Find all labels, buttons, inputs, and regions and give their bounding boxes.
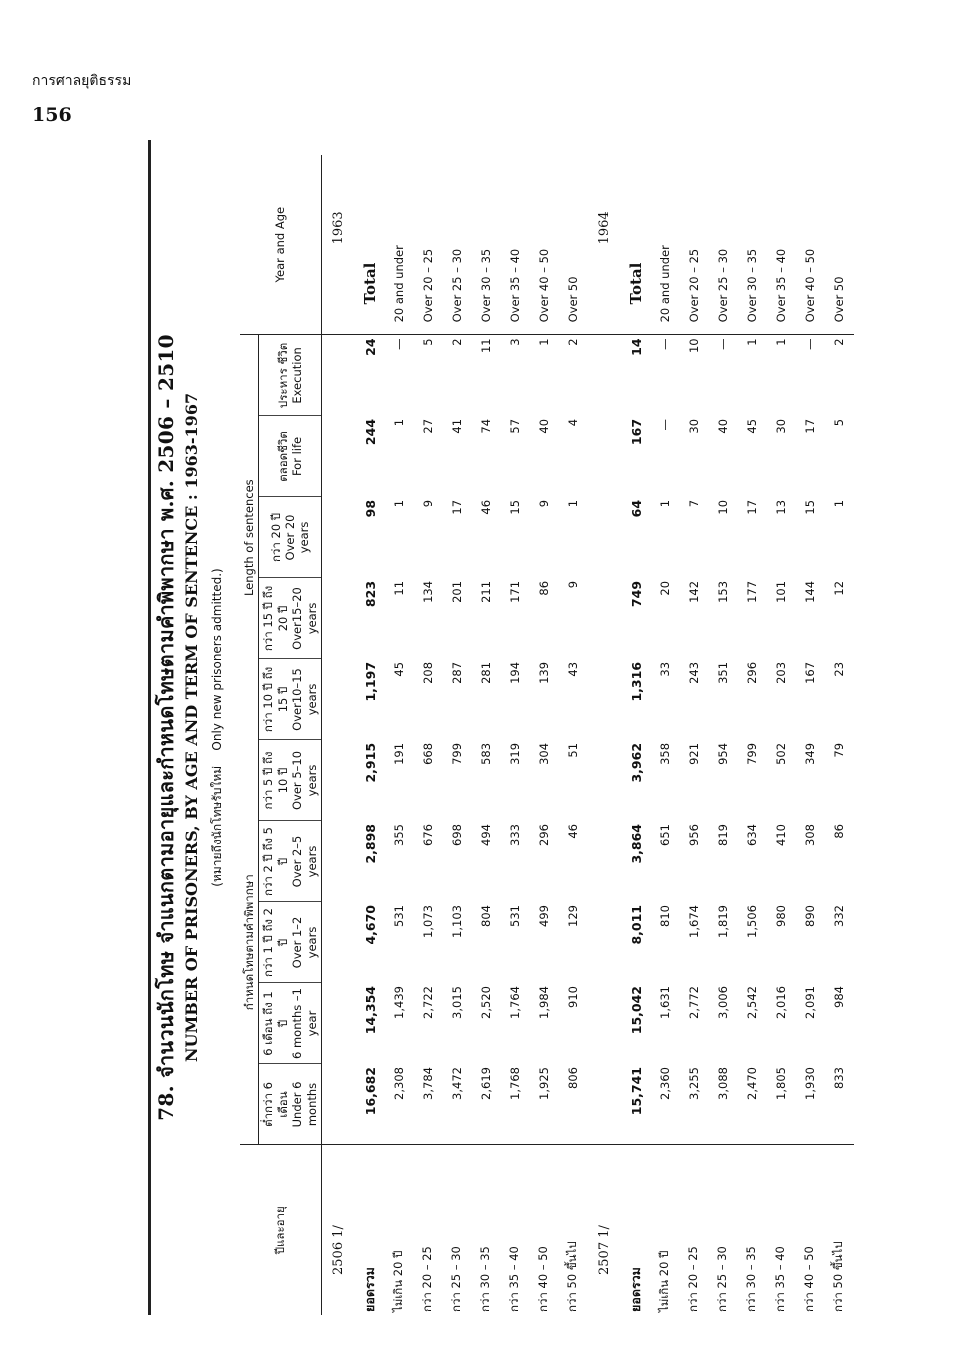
data-cell: 1,764 bbox=[508, 986, 523, 1019]
total-cell: 16,682 bbox=[356, 1064, 385, 1145]
data-cell: 46 bbox=[566, 824, 581, 839]
data-cell: 2,360 bbox=[651, 1064, 680, 1145]
data-cell: 410 bbox=[774, 824, 789, 846]
data-cell: 349 bbox=[803, 742, 818, 765]
data-cell: 3,784 bbox=[414, 1064, 443, 1145]
column-header bbox=[259, 578, 322, 659]
data-cell: 30 bbox=[774, 418, 789, 434]
data-cell: 40 bbox=[537, 418, 552, 434]
data-cell: 1,984 bbox=[537, 986, 552, 1019]
data-cell: 101 bbox=[774, 580, 789, 603]
column-header-english: For life bbox=[290, 436, 305, 477]
data-cell: 1,768 bbox=[501, 1064, 530, 1145]
column-header bbox=[259, 1064, 322, 1145]
data-cell: 531 bbox=[392, 905, 407, 927]
data-cell: 494 bbox=[479, 824, 494, 846]
data-cell: 153 bbox=[716, 580, 731, 603]
data-cell: — bbox=[716, 338, 731, 350]
data-cell: 12 bbox=[832, 580, 847, 596]
data-cell: 203 bbox=[774, 661, 789, 684]
data-cell: 9 bbox=[537, 499, 552, 508]
data-cell: 799 bbox=[745, 742, 760, 765]
table-row bbox=[414, 155, 443, 1315]
table-row bbox=[680, 155, 709, 1315]
data-cell: 1 bbox=[392, 418, 407, 427]
table-row bbox=[767, 155, 796, 1315]
column-header-english: Over 1–2 years bbox=[290, 916, 319, 969]
data-cell: 1 bbox=[745, 338, 760, 346]
title-english: NUMBER OF PRISONERS, BY AGE AND TERM OF SENTENCE : 1963-1967 bbox=[182, 392, 201, 1063]
group-header-thai: กำหนดโทษตามคำพิพากษา bbox=[240, 740, 259, 1145]
age-label-english: Over 35 – 40 bbox=[767, 155, 796, 335]
data-cell: 208 bbox=[421, 661, 436, 684]
data-cell: 134 bbox=[421, 580, 436, 603]
column-header bbox=[259, 902, 322, 983]
header-group-row bbox=[240, 155, 259, 1315]
data-cell: 1 bbox=[566, 499, 581, 508]
year-age-english-header: Year and Age bbox=[240, 155, 321, 335]
data-cell: 890 bbox=[803, 905, 818, 927]
age-label-english: Over 50 bbox=[825, 155, 854, 335]
total-cell: 3,864 bbox=[628, 824, 644, 864]
age-label-english: Over 35 – 40 bbox=[501, 155, 530, 335]
data-cell: 799 bbox=[450, 742, 465, 765]
total-cell: 14 bbox=[628, 338, 644, 356]
year-label-thai: 2506 1/ bbox=[331, 1225, 347, 1275]
data-cell: 1,674 bbox=[687, 905, 702, 938]
column-header-english: Over15–20 years bbox=[290, 587, 319, 650]
data-cell: 10 bbox=[716, 499, 731, 515]
table-row bbox=[796, 155, 825, 1315]
year-row bbox=[588, 155, 622, 1315]
data-cell: 296 bbox=[537, 824, 552, 846]
data-cell: 57 bbox=[508, 418, 523, 434]
data-cell: 1,439 bbox=[392, 986, 407, 1019]
subtitle-english: Only new prisoners admitted.) bbox=[210, 568, 224, 751]
column-header bbox=[259, 659, 322, 740]
data-cell: 11 bbox=[479, 338, 494, 354]
prisoners-table bbox=[240, 155, 854, 1315]
data-cell: 2 bbox=[450, 338, 465, 346]
data-cell: 1 bbox=[774, 338, 789, 346]
data-cell: 46 bbox=[479, 499, 494, 515]
total-cell: 64 bbox=[628, 499, 644, 518]
data-cell: 3,015 bbox=[450, 986, 465, 1019]
group-header-english: Length of sentences bbox=[240, 335, 259, 740]
total-cell: 244 bbox=[362, 418, 378, 446]
data-cell: 3,255 bbox=[680, 1064, 709, 1145]
total-cell: 167 bbox=[628, 418, 644, 446]
data-cell: 45 bbox=[745, 418, 760, 434]
age-label-english: Over 40 – 50 bbox=[796, 155, 825, 335]
data-cell: 308 bbox=[803, 824, 818, 846]
data-cell: 17 bbox=[803, 418, 818, 434]
data-cell: 1 bbox=[832, 499, 847, 508]
data-cell: 531 bbox=[508, 905, 523, 927]
age-label-thai: กว่า 30 – 35 bbox=[744, 1246, 759, 1312]
age-label-thai: กว่า 20 – 25 bbox=[686, 1246, 701, 1312]
data-cell: 980 bbox=[774, 905, 789, 927]
data-cell: 502 bbox=[774, 742, 789, 765]
age-label-thai: ไม่เกิน 20 ปี bbox=[391, 1250, 406, 1312]
subtitle-thai: (หมายถึงนักโทษรับใหม่ bbox=[210, 765, 224, 887]
age-label-english: Over 30 – 35 bbox=[738, 155, 767, 335]
data-cell: 956 bbox=[687, 824, 702, 846]
total-cell: 4,670 bbox=[362, 905, 378, 945]
data-cell: 804 bbox=[479, 905, 494, 927]
data-cell: 177 bbox=[745, 580, 760, 603]
age-label-english: Over 50 bbox=[559, 155, 588, 335]
total-label-english: Total bbox=[356, 155, 385, 335]
data-cell: 2,016 bbox=[774, 986, 789, 1019]
data-cell: 9 bbox=[421, 499, 436, 508]
title-thai: 78. จำนวนนักโทษ จำแนกตามอายุและกำหนดโทษตามคำพิพากษา พ.ศ. 2506 – 2510 bbox=[154, 334, 178, 1121]
data-cell: 2,619 bbox=[472, 1064, 501, 1145]
column-header-thai: กว่า 2 ปี ถึง 5 ปี bbox=[261, 827, 290, 897]
age-label-english: 20 and under bbox=[385, 155, 414, 335]
data-cell: 2,542 bbox=[745, 986, 760, 1019]
total-cell: 15,042 bbox=[628, 986, 644, 1035]
rotated-table-page bbox=[150, 140, 910, 1315]
table-row bbox=[443, 155, 472, 1315]
data-cell: 144 bbox=[803, 580, 818, 603]
data-cell: 2,520 bbox=[479, 986, 494, 1019]
data-cell: 1 bbox=[537, 338, 552, 346]
data-cell: 10 bbox=[687, 338, 702, 354]
age-label-english: Over 25 – 30 bbox=[443, 155, 472, 335]
data-cell: 4 bbox=[566, 418, 581, 427]
total-cell: 749 bbox=[628, 580, 644, 608]
table-row bbox=[559, 155, 588, 1315]
age-label-thai: กว่า 35 – 40 bbox=[773, 1246, 788, 1312]
column-header-thai: กว่า 1 ปี ถึง 2 ปี bbox=[261, 908, 290, 978]
data-cell: 651 bbox=[658, 824, 673, 846]
data-cell: 3,088 bbox=[709, 1064, 738, 1145]
data-cell: 819 bbox=[716, 824, 731, 846]
total-label-english: Total bbox=[622, 155, 651, 335]
data-cell: 3 bbox=[508, 338, 523, 346]
total-cell: 1,197 bbox=[362, 661, 378, 702]
column-header-thai: 6 เดือน ถึง 1 ปี bbox=[261, 991, 290, 1056]
data-cell: 194 bbox=[508, 661, 523, 684]
data-cell: 40 bbox=[716, 418, 731, 434]
age-label-english: Over 25 – 30 bbox=[709, 155, 738, 335]
data-cell: 5 bbox=[421, 338, 436, 346]
year-label-thai: 2507 1/ bbox=[597, 1225, 613, 1275]
data-cell: 1,506 bbox=[745, 905, 760, 938]
column-header-english: Over10–15 years bbox=[290, 668, 319, 731]
data-cell: 139 bbox=[537, 661, 552, 684]
data-cell: 2,470 bbox=[738, 1064, 767, 1145]
table-row bbox=[501, 155, 530, 1315]
data-cell: 287 bbox=[450, 661, 465, 684]
data-cell: 281 bbox=[479, 661, 494, 684]
age-label-thai: กว่า 50 ขึ้นไป bbox=[565, 1241, 580, 1312]
age-label-thai: กว่า 25 – 30 bbox=[715, 1246, 730, 1312]
data-cell: 79 bbox=[832, 742, 847, 758]
column-header-english: Over 20 years bbox=[282, 514, 312, 561]
data-cell: 129 bbox=[566, 905, 581, 927]
data-cell: 2 bbox=[566, 338, 581, 346]
data-cell: 2 bbox=[832, 338, 847, 346]
age-label-english: 20 and under bbox=[651, 155, 680, 335]
year-label-english: 1964 bbox=[588, 155, 622, 335]
data-cell: 1,631 bbox=[658, 986, 673, 1019]
data-cell: 358 bbox=[658, 742, 673, 765]
table-row bbox=[825, 155, 854, 1315]
total-cell: 2,915 bbox=[362, 742, 378, 783]
data-cell: 43 bbox=[566, 661, 581, 677]
total-cell: 98 bbox=[362, 499, 378, 518]
column-header-thai: ต่ำกว่า 6 เดือน bbox=[261, 1082, 290, 1127]
total-cell: 14,354 bbox=[362, 986, 378, 1035]
table-row bbox=[651, 155, 680, 1315]
data-cell: 74 bbox=[479, 418, 494, 434]
table-row bbox=[385, 155, 414, 1315]
table-row bbox=[530, 155, 559, 1315]
data-cell: 583 bbox=[479, 742, 494, 765]
total-cell: 2,898 bbox=[362, 824, 378, 864]
total-cell: 3,962 bbox=[628, 742, 644, 783]
column-header bbox=[259, 740, 322, 821]
data-cell: 20 bbox=[658, 580, 673, 596]
data-cell: 2,722 bbox=[421, 986, 436, 1019]
data-cell: 3,472 bbox=[443, 1064, 472, 1145]
data-cell: 1 bbox=[392, 499, 407, 508]
data-cell: 984 bbox=[832, 986, 847, 1008]
data-cell: 51 bbox=[566, 742, 581, 758]
data-cell: 954 bbox=[716, 742, 731, 765]
total-cell: 15,741 bbox=[622, 1064, 651, 1145]
column-header bbox=[259, 821, 322, 902]
column-header-english: Over 5–10 years bbox=[290, 750, 319, 810]
data-cell: 634 bbox=[745, 824, 760, 846]
column-header-thai: กว่า 15 ปี ถึง 20 ปี bbox=[261, 585, 290, 652]
age-label-thai: กว่า 25 – 30 bbox=[449, 1246, 464, 1312]
total-row bbox=[622, 155, 651, 1315]
data-cell: 30 bbox=[687, 418, 702, 434]
data-cell: 1,930 bbox=[796, 1064, 825, 1145]
table-row bbox=[709, 155, 738, 1315]
data-cell: 201 bbox=[450, 580, 465, 603]
total-cell: 8,011 bbox=[628, 905, 644, 945]
data-cell: 243 bbox=[687, 661, 702, 684]
data-cell: 191 bbox=[392, 742, 407, 765]
data-cell: 9 bbox=[566, 580, 581, 589]
age-label-thai: กว่า 50 ขึ้นไป bbox=[831, 1241, 846, 1312]
table-row bbox=[472, 155, 501, 1315]
data-cell: 304 bbox=[537, 742, 552, 765]
column-header-thai: กว่า 10 ปี ถึง 15 ปี bbox=[261, 666, 290, 733]
column-header-thai: ตลอดชีวิต bbox=[275, 431, 290, 482]
table-row bbox=[738, 155, 767, 1315]
data-cell: 167 bbox=[803, 661, 818, 684]
year-label-english: 1963 bbox=[321, 155, 356, 335]
column-header-thai: กว่า 20 ปี bbox=[268, 512, 283, 563]
data-cell: 17 bbox=[745, 499, 760, 515]
data-cell: 921 bbox=[687, 742, 702, 765]
data-cell: 2,772 bbox=[687, 986, 702, 1019]
data-cell: 15 bbox=[508, 499, 523, 515]
data-cell: 17 bbox=[450, 499, 465, 515]
data-cell: 1,073 bbox=[421, 905, 436, 938]
column-header-english: Over 2–5 years bbox=[290, 835, 319, 888]
data-cell: 810 bbox=[658, 905, 673, 927]
age-label-thai: กว่า 35 – 40 bbox=[507, 1246, 522, 1312]
age-label-thai: กว่า 40 – 50 bbox=[536, 1246, 551, 1312]
data-cell: 7 bbox=[687, 499, 702, 508]
data-cell: 319 bbox=[508, 742, 523, 765]
data-cell: — bbox=[658, 338, 673, 350]
column-header-english: Under 6 months bbox=[290, 1081, 319, 1128]
age-label-thai: ไม่เกิน 20 ปี bbox=[657, 1250, 672, 1312]
data-cell: 45 bbox=[392, 661, 407, 677]
data-cell: 27 bbox=[421, 418, 436, 434]
data-cell: 2,308 bbox=[385, 1064, 414, 1145]
data-cell: 86 bbox=[537, 580, 552, 596]
data-cell: 11 bbox=[392, 580, 407, 596]
data-cell: 668 bbox=[421, 742, 436, 765]
table-body bbox=[321, 155, 854, 1315]
column-header-english: 6 months –1 year bbox=[290, 988, 319, 1060]
data-cell: 211 bbox=[479, 580, 494, 603]
column-header bbox=[259, 335, 322, 416]
total-row bbox=[356, 155, 385, 1315]
data-cell: — bbox=[658, 418, 673, 431]
data-cell: 1 bbox=[658, 499, 673, 508]
total-cell: 1,316 bbox=[628, 661, 644, 702]
data-cell: 1,925 bbox=[530, 1064, 559, 1145]
age-label-thai: กว่า 40 – 50 bbox=[802, 1246, 817, 1312]
age-label-english: Over 30 – 35 bbox=[472, 155, 501, 335]
column-header bbox=[259, 497, 322, 578]
data-cell: 2,091 bbox=[803, 986, 818, 1019]
data-cell: — bbox=[392, 338, 407, 350]
data-cell: 13 bbox=[774, 499, 789, 515]
column-header-thai: กว่า 5 ปี ถึง 10 ปี bbox=[261, 751, 290, 810]
data-cell: 698 bbox=[450, 824, 465, 846]
total-cell: 24 bbox=[362, 338, 378, 356]
data-cell: 86 bbox=[832, 824, 847, 839]
data-cell: 5 bbox=[832, 418, 847, 427]
data-cell: 33 bbox=[658, 661, 673, 677]
data-cell: 142 bbox=[687, 580, 702, 603]
column-header bbox=[259, 983, 322, 1064]
column-header-thai: ประหาร ชีวิต bbox=[275, 342, 290, 409]
total-label-thai: ยอดรวม bbox=[362, 1267, 378, 1312]
page-number: 156 bbox=[32, 104, 72, 126]
column-header bbox=[259, 416, 322, 497]
subtitle bbox=[208, 140, 227, 1315]
year-row bbox=[321, 155, 356, 1315]
data-cell: 15 bbox=[803, 499, 818, 515]
data-cell: 351 bbox=[716, 661, 731, 684]
data-cell: 296 bbox=[745, 661, 760, 684]
age-label-thai: กว่า 30 – 35 bbox=[478, 1246, 493, 1312]
data-cell: 333 bbox=[508, 824, 523, 846]
data-cell: 1,805 bbox=[767, 1064, 796, 1145]
year-age-thai-header: ปีและอายุ bbox=[240, 1145, 321, 1315]
total-label-thai: ยอดรวม bbox=[628, 1267, 644, 1312]
data-cell: 355 bbox=[392, 824, 407, 846]
data-cell: 41 bbox=[450, 418, 465, 434]
data-cell: 499 bbox=[537, 905, 552, 927]
age-label-thai: กว่า 20 – 25 bbox=[420, 1246, 435, 1312]
data-cell: 1,819 bbox=[716, 905, 731, 938]
data-cell: 676 bbox=[421, 824, 436, 846]
spacer-cell bbox=[588, 335, 622, 1145]
data-cell: 910 bbox=[566, 986, 581, 1008]
spacer-cell bbox=[321, 335, 356, 1145]
data-cell: 833 bbox=[825, 1064, 854, 1145]
data-cell: 3,006 bbox=[716, 986, 731, 1019]
age-label-english: Over 20 – 25 bbox=[680, 155, 709, 335]
running-head: การศาลยุติธรรม bbox=[32, 73, 132, 89]
age-label-english: Over 40 – 50 bbox=[530, 155, 559, 335]
data-cell: — bbox=[803, 338, 818, 350]
data-cell: 171 bbox=[508, 580, 523, 603]
total-cell: 823 bbox=[362, 580, 378, 608]
data-cell: 23 bbox=[832, 661, 847, 677]
data-cell: 1,103 bbox=[450, 905, 465, 938]
data-cell: 806 bbox=[559, 1064, 588, 1145]
column-header-english: Execution bbox=[290, 347, 305, 404]
data-cell: 332 bbox=[832, 905, 847, 927]
age-label-english: Over 20 – 25 bbox=[414, 155, 443, 335]
